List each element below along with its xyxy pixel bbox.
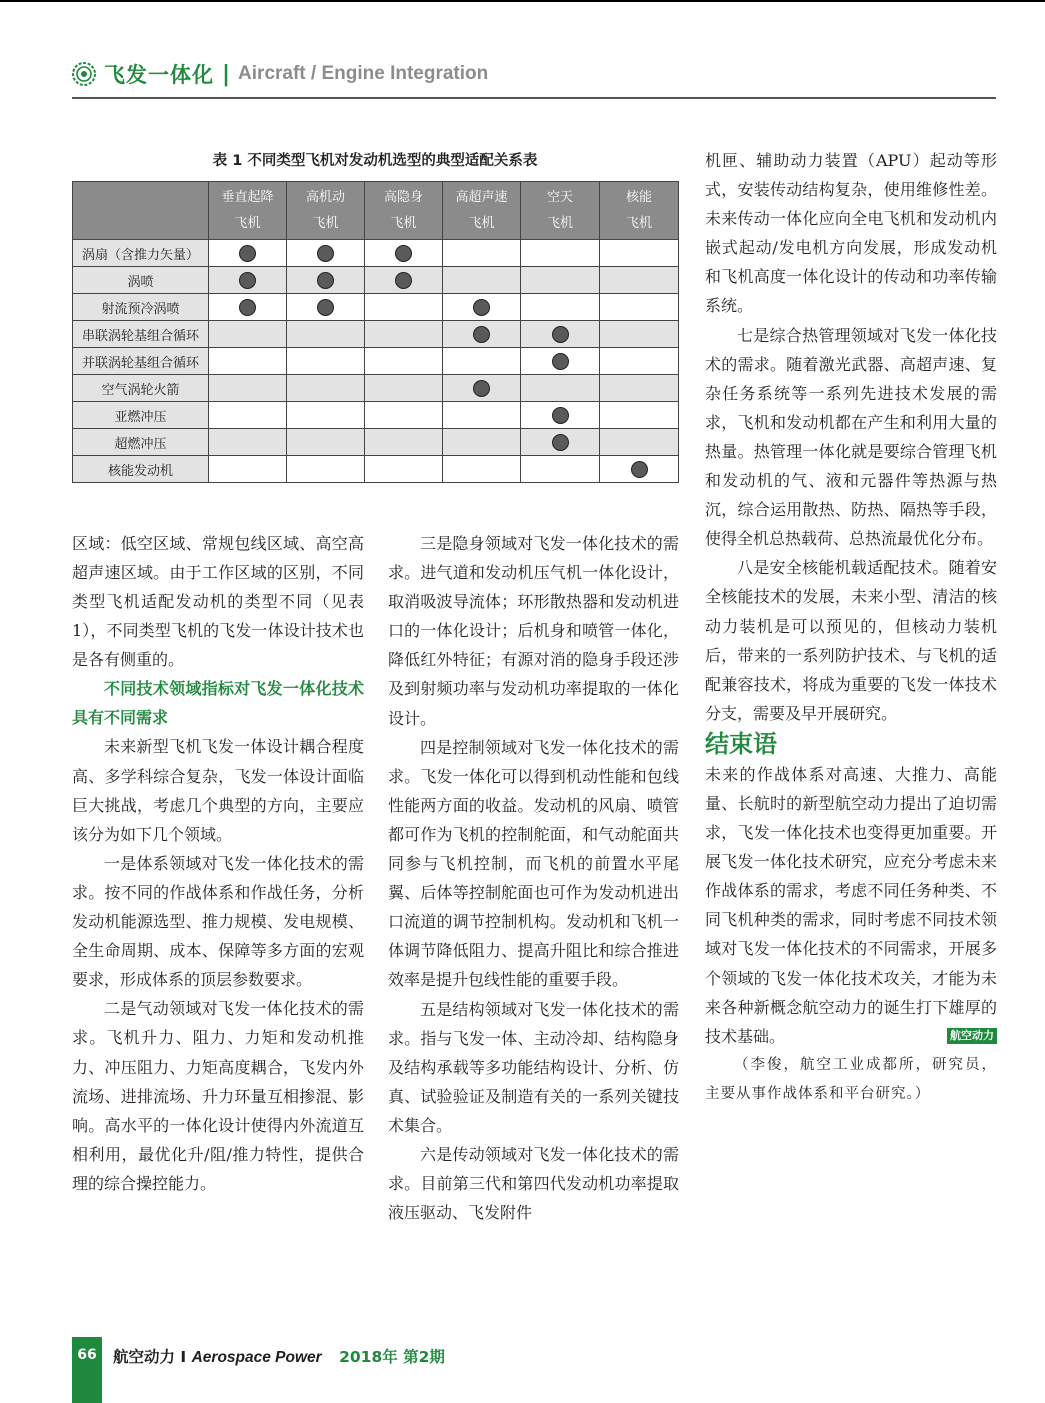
table-row bbox=[73, 456, 679, 483]
match-dot-icon bbox=[317, 299, 334, 316]
footer-journal bbox=[113, 1345, 445, 1367]
table-row bbox=[73, 321, 679, 348]
column-header bbox=[521, 182, 600, 240]
table-cell bbox=[287, 348, 365, 375]
table-cell bbox=[287, 375, 365, 402]
paragraph bbox=[705, 760, 997, 1051]
header-rule bbox=[72, 97, 996, 99]
match-dot-icon bbox=[239, 245, 256, 262]
match-dot-icon bbox=[552, 353, 569, 370]
table-cell bbox=[365, 456, 443, 483]
table-body bbox=[73, 240, 679, 483]
table-cell bbox=[600, 402, 679, 429]
table-cell bbox=[521, 402, 600, 429]
table-cell bbox=[209, 348, 287, 375]
table-cell bbox=[521, 375, 600, 402]
table-cell bbox=[209, 402, 287, 429]
paragraph: 五是结构领域对飞发一体化技术的需求。指与飞发一体、主动冷却、结构隐身及结构承载等多功能结构设计、分析、仿真、试验验证及制造有关的一系列关键技术集合。 bbox=[388, 999, 679, 1135]
match-dot-icon bbox=[239, 272, 256, 289]
match-dot-icon bbox=[239, 299, 256, 316]
column-header-line2: 飞机 bbox=[234, 215, 261, 231]
match-dot-icon bbox=[552, 407, 569, 424]
match-dot-icon bbox=[631, 461, 648, 478]
row-label: 核能发动机 bbox=[73, 456, 209, 483]
top-border-line bbox=[0, 0, 1045, 2]
table-cell bbox=[521, 294, 600, 321]
row-label: 超燃冲压 bbox=[73, 429, 209, 456]
author-note: （李俊，航空工业成都所，研究员，主要从事作战体系和平台研究。） bbox=[705, 1056, 997, 1102]
column-header-line2: 飞机 bbox=[625, 215, 652, 231]
row-label: 涡扇（含推力矢量） bbox=[73, 240, 209, 267]
column-2 bbox=[388, 529, 679, 1227]
match-dot-icon bbox=[317, 245, 334, 262]
row-label: 射流预冷涡喷 bbox=[73, 294, 209, 321]
table-cell bbox=[287, 402, 365, 429]
table-corner-cell bbox=[73, 182, 209, 240]
paragraph: 一是体系领域对飞发一体化技术的需求。按不同的作战体系和作战任务，分析发动机能源选型、推力规模、发电规模、全生命周期、成本、保障等多方面的宏观要求，形成体系的顶层参数要求。 bbox=[72, 853, 364, 990]
table-cell bbox=[287, 267, 365, 294]
table-cell bbox=[365, 348, 443, 375]
match-dot-icon bbox=[473, 299, 490, 316]
table-cell bbox=[209, 294, 287, 321]
table-cell bbox=[600, 294, 679, 321]
table-cell bbox=[443, 375, 521, 402]
table-cell bbox=[600, 240, 679, 267]
table-cell bbox=[443, 240, 521, 267]
table-cell bbox=[365, 375, 443, 402]
match-dot-icon bbox=[473, 326, 490, 343]
table-cell bbox=[287, 240, 365, 267]
table-cell bbox=[600, 429, 679, 456]
section-header bbox=[72, 58, 488, 90]
row-label: 涡喷 bbox=[73, 267, 209, 294]
table-cell bbox=[209, 375, 287, 402]
column-3 bbox=[705, 146, 997, 1109]
column-header bbox=[365, 182, 443, 240]
paragraph: 四是控制领域对飞发一体化技术的需求。飞发一体化可以得到机动性能和包线性能两方面的收益。发动机的风扇、喷管都可作为飞机的控制舵面，和气动舵面共同参与飞机控制，而飞机的前置水平尾翼、后体等控制舵面也可作为发动机进出口流道的调节控制机构。发动机和飞机一体调节降低阻力、提高升阻比和综合推进效率是提升包线性能的重要手段。 bbox=[388, 737, 679, 990]
table-cell bbox=[443, 294, 521, 321]
paragraph: 机匣、辅助动力装置（APU）起动等形式，安装传动结构复杂，使用维修性差。未来传动一体化应向全电飞机和发动机内嵌式起动/发电机方向发展，形成发动机和飞机高度一体化设计的传动和功率传输系统。 bbox=[705, 151, 997, 316]
journal-separator: I bbox=[180, 1348, 187, 1366]
match-dot-icon bbox=[395, 245, 412, 262]
table-cell bbox=[521, 348, 600, 375]
table-cell bbox=[521, 267, 600, 294]
column-header-line1: 高超声速 bbox=[455, 189, 508, 205]
table-row bbox=[73, 375, 679, 402]
conclusion-text: 未来的作战体系对高速、大推力、高能量、长航时的新型航空动力提出了迫切需求，飞发一体化技术也变得更加重要。开展飞发一体化技术研究，应充分考虑未来作战体系的需求，考虑不同任务种类、不同飞机种类的需求，同时考虑不同技术领域对飞发一体化技术的不同需求，开展多个领域的飞发一体化技术攻关，才能为未来各种新概念航空动力的诞生打下雄厚的技术基础。 bbox=[705, 764, 997, 1046]
row-label: 并联涡轮基组合循环 bbox=[73, 348, 209, 375]
match-dot-icon bbox=[395, 272, 412, 289]
table-cell bbox=[209, 321, 287, 348]
paragraph: 三是隐身领域对飞发一体化技术的需求。进气道和发动机压气机一体化设计，取消吸波导流体；环形散热器和发动机进口的一体化设计；后机身和喷管一体化，降低红外特征；有源对消的隐身手段还涉及到射频功率与发动机功率提取的一体化设计。 bbox=[388, 534, 679, 728]
table-cell bbox=[521, 429, 600, 456]
table-row bbox=[73, 429, 679, 456]
subsection-heading: 不同技术领域指标对飞发一体化技术具有不同需求 bbox=[72, 679, 364, 728]
conclusion-heading: 结束语 bbox=[705, 729, 777, 758]
paragraph: 八是安全核能机载适配技术。随着安全核能技术的发展，未来小型、清洁的核动力装机是可以预见的，但核动力装机后，带来的一系列防护技术、与飞机的适配兼容技术，将成为重要的飞发一体技术分支，需要及早开展研究。 bbox=[705, 558, 997, 723]
table-cell bbox=[365, 294, 443, 321]
column-header-line1: 垂直起降 bbox=[221, 189, 274, 205]
table-cell bbox=[600, 348, 679, 375]
match-dot-icon bbox=[473, 380, 490, 397]
match-dot-icon bbox=[317, 272, 334, 289]
table-cell bbox=[287, 456, 365, 483]
column-header-line2: 飞机 bbox=[390, 215, 417, 231]
table-cell bbox=[209, 456, 287, 483]
paragraph: 区域：低空区域、常规包线区域、高空高超声速区域。由于工作区域的区别，不同类型飞机适配发动机的类型不同（见表1），不同类型飞机的飞发一体设计技术也是各有侧重的。 bbox=[72, 534, 364, 670]
column-header-line2: 飞机 bbox=[468, 215, 495, 231]
column-header-line1: 高机动 bbox=[305, 189, 345, 205]
column-header bbox=[287, 182, 365, 240]
column-1 bbox=[72, 529, 364, 1198]
column-header bbox=[443, 182, 521, 240]
table-cell bbox=[209, 429, 287, 456]
journal-logo-icon bbox=[72, 62, 96, 86]
table-cell bbox=[521, 321, 600, 348]
end-mark-logo: 航空动力 bbox=[947, 1028, 997, 1044]
table-cell bbox=[600, 267, 679, 294]
paragraph: 未来新型飞机飞发一体设计耦合程度高、多学科综合复杂，飞发一体设计面临巨大挑战，考虑几个典型的方向，主要应该分为如下几个领域。 bbox=[72, 737, 364, 844]
paragraph: 二是气动领域对飞发一体化技术的需求。飞机升力、阻力、力矩和发动机推力、冲压阻力、力矩高度耦合，飞发内外流场、进排流场、升力环量互相掺混、影响。高水平的一体化设计使得内外流道互相利用，最优化升/阻/推力特性，提供合理的综合操控能力。 bbox=[72, 999, 364, 1193]
table-cell bbox=[443, 429, 521, 456]
table-cell bbox=[443, 267, 521, 294]
table-row bbox=[73, 267, 679, 294]
issue-label: 2018年 第2期 bbox=[339, 1348, 445, 1366]
section-title-cn: 飞发一体化 bbox=[104, 63, 214, 87]
table-cell bbox=[365, 267, 443, 294]
column-header-line1: 空天 bbox=[546, 189, 573, 205]
table-cell bbox=[443, 402, 521, 429]
table-cell bbox=[287, 321, 365, 348]
journal-name-en: Aerospace Power bbox=[191, 1349, 322, 1366]
engine-matching-table bbox=[72, 181, 679, 483]
column-header-line1: 核能 bbox=[625, 189, 652, 205]
table-cell bbox=[443, 321, 521, 348]
page-number: 66 bbox=[77, 1347, 97, 1363]
paragraph: 七是综合热管理领域对飞发一体化技术的需求。随着激光武器、高超声速、复杂任务系统等一系列先进技术发展的需求，飞机和发动机都在产生和利用大量的热量。热管理一体化就是要综合管理飞机和发动机的气、液和元器件等热源与热沉，综合运用散热、防热、隔热等手段，使得全机总热载荷、总热流最优化分布。 bbox=[705, 325, 997, 549]
table-row bbox=[73, 240, 679, 267]
column-header bbox=[600, 182, 679, 240]
table-cell bbox=[365, 240, 443, 267]
table-cell bbox=[365, 321, 443, 348]
match-dot-icon bbox=[552, 326, 569, 343]
table-cell bbox=[443, 348, 521, 375]
column-header bbox=[209, 182, 287, 240]
table-cell bbox=[600, 456, 679, 483]
paragraph: 六是传动领域对飞发一体化技术的需求。目前第三代和第四代发动机功率提取液压驱动、飞发附件 bbox=[388, 1144, 679, 1223]
table-title: 表 1 不同类型飞机对发动机选型的典型适配关系表 bbox=[212, 153, 538, 169]
table-cell bbox=[365, 402, 443, 429]
table-cell bbox=[209, 240, 287, 267]
table-cell bbox=[209, 267, 287, 294]
table-row bbox=[73, 402, 679, 429]
row-label: 串联涡轮基组合循环 bbox=[73, 321, 209, 348]
table-cell bbox=[287, 429, 365, 456]
table-cell bbox=[600, 321, 679, 348]
table-header-row bbox=[73, 182, 679, 240]
row-label: 亚燃冲压 bbox=[73, 402, 209, 429]
table-cell bbox=[600, 375, 679, 402]
column-header-line2: 飞机 bbox=[312, 215, 339, 231]
section-title-en: Aircraft / Engine Integration bbox=[238, 63, 489, 84]
table-cell bbox=[443, 456, 521, 483]
column-header-line2: 飞机 bbox=[546, 215, 573, 231]
table-row bbox=[73, 348, 679, 375]
table-row bbox=[73, 294, 679, 321]
journal-name-cn: 航空动力 bbox=[113, 1348, 176, 1366]
table-cell bbox=[521, 456, 600, 483]
column-header-line1: 高隐身 bbox=[383, 189, 423, 205]
table-cell bbox=[287, 294, 365, 321]
section-separator: | bbox=[222, 61, 231, 87]
row-label: 空气涡轮火箭 bbox=[73, 375, 209, 402]
match-dot-icon bbox=[552, 434, 569, 451]
table-cell bbox=[365, 429, 443, 456]
table-cell bbox=[521, 240, 600, 267]
